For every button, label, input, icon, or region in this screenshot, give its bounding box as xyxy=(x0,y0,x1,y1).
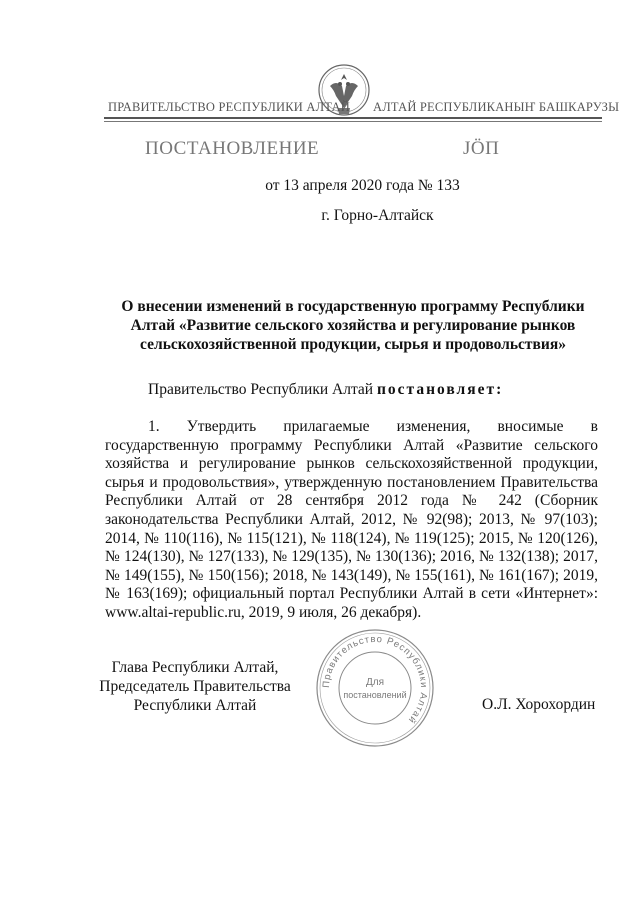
header-rule-thin xyxy=(104,121,602,122)
stamp-center-line2: постановлений xyxy=(343,690,407,700)
stamp-ring-text: Правительство Республики Алтай xyxy=(320,633,430,726)
preamble-verb: постановляет: xyxy=(376,381,504,398)
header-rule-thick xyxy=(104,117,602,119)
signatory-role-line2: Председатель Правительства xyxy=(99,678,291,695)
document-city: г. Горно-Алтайск xyxy=(321,207,434,224)
signatory-name: О.Л. Хорохордин xyxy=(482,696,596,713)
signatory-role-line3: Республики Алтай xyxy=(133,697,257,714)
document-date-number: от 13 апреля 2020 года № 133 xyxy=(265,177,460,194)
preamble-prefix: Правительство Республики Алтай xyxy=(148,381,377,398)
paragraph-1: 1. Утвердить прилагаемые изменения, вносимые в государственную программу Республики Алтай «Развитие сельского хозяйства и регулирование рынков сельскохозяйственной продукции, сырья и продовольствия», утвержденную постановлением Правительства Республики Алтай от 28 сентября 2012 года № 242 (Сборник законодательства Республики Алтай, 2012, № 92(98); 2013, № 97(103); 2014, № 110(116), № 115(121), № 118(124), № 119(125); 2015, № 120(126), № 124(130), № 127(133), № 129(135), № 130(136); 2016, № 132(138); 2017, № 149(155), № 150(156); 2018, № 143(149), № 155(161), № 161(167); 2019, № 163(169); официальный портал Республики Алтай в сети «Интернет»: www.altai-republic.ru, 2019, 9 июля, 26 декабря). xyxy=(105,418,598,621)
doc-type-altai: ЈӦП xyxy=(463,138,500,159)
doc-type-russian: ПОСТАНОВЛЕНИЕ xyxy=(145,138,320,159)
stamp-center-line1: Для xyxy=(365,677,385,688)
signatory-role-line1: Глава Республики Алтай, xyxy=(111,659,279,676)
header-org-left: ПРАВИТЕЛЬСТВО РЕСПУБЛИКИ АЛТАЙ xyxy=(108,100,350,114)
header-org-right: АЛТАЙ РЕСПУБЛИКАНЫҤ БАШКАРУЗЫ xyxy=(373,100,620,114)
document-title: О внесении изменений в государственную программу Республики Алтай «Развитие сельского хозяйства и регулирование рынков сельскохозяйственной продукции, сырья и продовольствия» xyxy=(121,298,585,353)
official-stamp xyxy=(314,627,436,749)
preamble xyxy=(148,381,503,399)
signatory-role xyxy=(80,658,310,715)
